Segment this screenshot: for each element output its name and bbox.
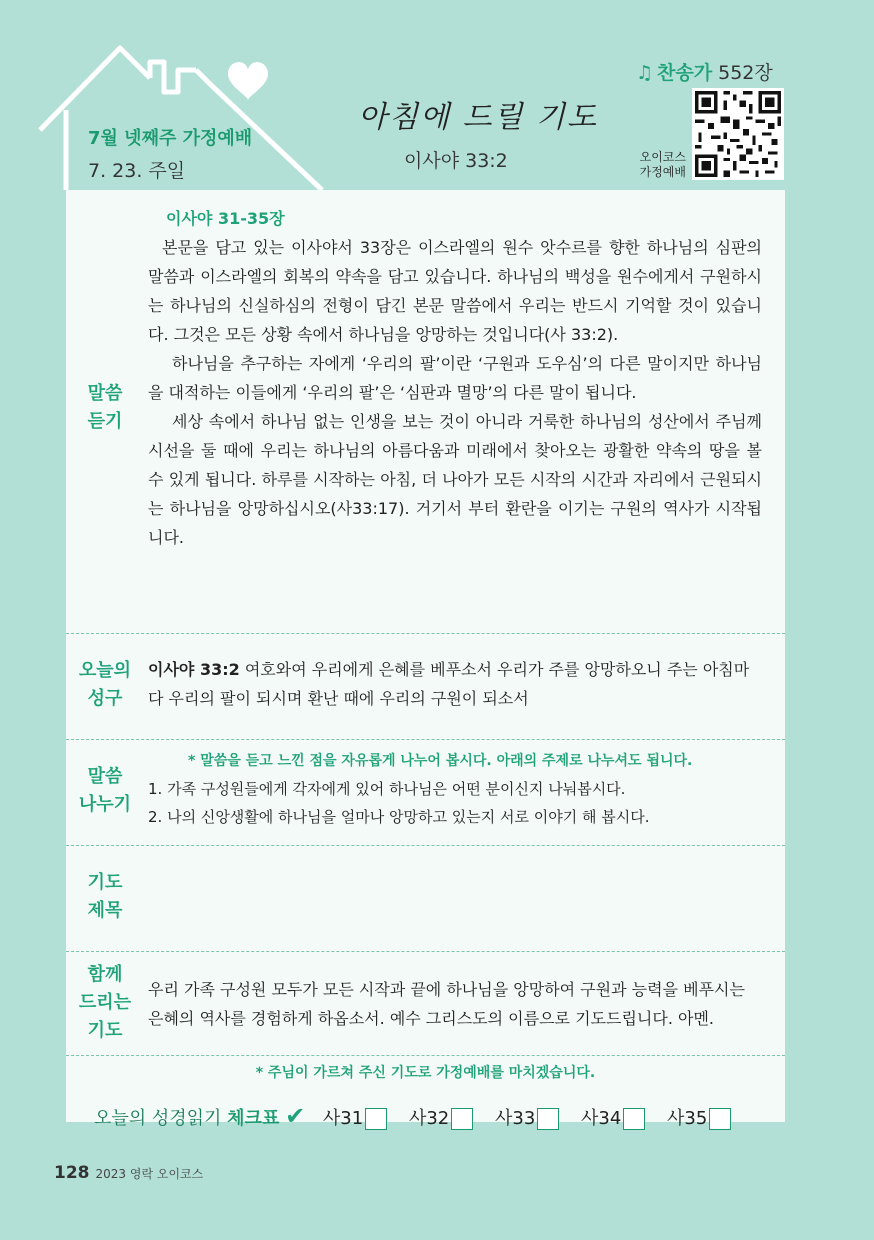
paragraph (148, 233, 762, 349)
closing-row (66, 1055, 785, 1091)
checkmark-icon: ✔ (285, 1102, 306, 1130)
section-prayer (66, 951, 785, 1056)
label-line: 기도 (87, 872, 123, 893)
verse-ref: 이사야 33:2 (148, 660, 240, 679)
verse-text: 여호와여 우리에게 은혜를 베푸소서 우리가 주를 앙망하오니 주는 아침마다 우리의 팔이 되시며 환난 때에 우리의 구원이 되소서 (148, 660, 750, 708)
paragraph (148, 349, 762, 407)
checklist-label-bold: 체크표 (227, 1108, 280, 1129)
page-title: 아침에 드릴 기도 (358, 100, 598, 135)
label-line: 오늘의 (78, 660, 132, 681)
checklist-item-label: 사35 (667, 1108, 708, 1129)
section-label-listen (66, 380, 144, 436)
verse-body (148, 655, 762, 713)
section-heading: 이사야 31-35장 (166, 209, 285, 228)
label-line: 제목 (87, 900, 123, 921)
page-number: 128 (54, 1163, 90, 1183)
share-note: * 말씀을 듣고 느낀 점을 자유롭게 나누어 봅시다. 아래의 주제로 나누셔도 됩니다. (188, 753, 693, 769)
label-line: 성구 (87, 688, 123, 709)
share-body (148, 747, 762, 831)
checklist-item-label: 사32 (408, 1108, 450, 1129)
paragraph (148, 407, 762, 552)
share-question-2: 2. 나의 신앙생활에 하나님을 얼마나 앙망하고 있는지 서로 이야기 해 봅시다. (148, 808, 650, 826)
share-question-1: 1. 가족 구성원들에게 각자에게 있어 하나님은 어떤 분이신지 나눠봅시다. (148, 780, 626, 798)
music-note-icon: ♫ (636, 62, 654, 84)
section-label-verse (66, 657, 144, 713)
label-line: 기도 (87, 1020, 123, 1041)
qr-caption-line1: 오이코스 (639, 150, 686, 164)
week-date: 7. 23. 주일 (88, 160, 186, 182)
section-prayer-topics (66, 845, 785, 952)
checklist-item-label: 사34 (581, 1108, 622, 1129)
section-listen (66, 190, 785, 634)
checklist-item-label: 사33 (494, 1108, 536, 1129)
week-title: 7월 넷째주 가정예배 (88, 128, 253, 149)
section-label-prayer (66, 961, 144, 1045)
footer-text: 2023 영락 오이코스 (95, 1167, 204, 1181)
worship-card (66, 190, 785, 1130)
label-line: 함께 (87, 964, 123, 985)
paragraph-text: 세상 속에서 하나님 없는 인생을 보는 것이 아니라 거룩한 하나님의 성산에서 주님께 시선을 둘 때에 우리는 하나님의 아름다움과 미래에서 찾아오는 광활한 약속의 땅을 볼 수 있게 됩니다. 하루를 시작하는 아침, 더 나아가 모든 시작의 시간과 자리에서 근원되시는 하나님을 앙망하십시오(사33:17). 거기서 부터 환란을 이기는 구원의 역사가 시작됩니다. (148, 412, 762, 547)
hymn-label: 찬송가 (657, 62, 713, 84)
hymn-number: 552장 (718, 62, 773, 84)
label-line: 말씀 (87, 766, 123, 787)
paragraph-text: 하나님을 추구하는 자에게 ‘우리의 팔’이란 ‘구원과 도우심’의 다른 말이지만 하나님을 대적하는 이들에게 ‘우리의 팔’은 ‘심판과 멸망’의 다른 말이 됩니다. (148, 354, 762, 402)
checklist-row (94, 1102, 747, 1130)
checkbox-sa32[interactable] (451, 1108, 473, 1130)
label-line: 드리는 (78, 992, 132, 1013)
scripture-reference: 이사야 33:2 (404, 150, 508, 172)
page-footer (54, 1163, 203, 1183)
reading-checklist (66, 1094, 785, 1136)
checklist-label: 오늘의 성경읽기 (94, 1108, 222, 1129)
section-share (66, 739, 785, 846)
hymn-info (636, 58, 773, 85)
checkbox-sa34[interactable] (623, 1108, 645, 1130)
section-verse (66, 633, 785, 740)
label-line: 나누기 (78, 794, 132, 815)
qr-caption (618, 150, 686, 180)
checkbox-sa33[interactable] (537, 1108, 559, 1130)
listen-body (148, 204, 762, 552)
closing-note: * 주님이 가르쳐 주신 기도로 가정예배를 마치겠습니다. (255, 1065, 596, 1081)
label-line: 말씀 (87, 383, 123, 404)
checkbox-sa35[interactable] (709, 1108, 731, 1130)
checklist-item-label: 사31 (322, 1108, 364, 1129)
qr-code-icon[interactable] (692, 88, 784, 180)
qr-caption-line2: 가정예배 (639, 165, 686, 179)
label-line: 듣기 (87, 411, 123, 432)
section-label-share (66, 763, 144, 819)
prayer-text: 우리 가족 구성원 모두가 모든 시작과 끝에 하나님을 앙망하여 구원과 능력을 베푸시는 은혜의 역사를 경험하게 하옵소서. 예수 그리스도의 이름으로 기도드립니다. 아멘. (148, 980, 745, 1028)
checkbox-sa31[interactable] (365, 1108, 387, 1130)
paragraph-text: 본문을 담고 있는 이사야서 33장은 이스라엘의 원수 앗수르를 향한 하나님의 심판의 말씀과 이스라엘의 회복의 약속을 담고 있습니다. 하나님의 백성을 원수에게서 구원하시는 하나님의 신실하심의 전형이 담긴 본문 말씀에서 우리는 반드시 기억할 것이 있습니다. 그것은 모든 상황 속에서 하나님을 앙망하는 것입니다(사 33:2). (148, 238, 762, 344)
section-label-prayer-topics (66, 869, 144, 925)
